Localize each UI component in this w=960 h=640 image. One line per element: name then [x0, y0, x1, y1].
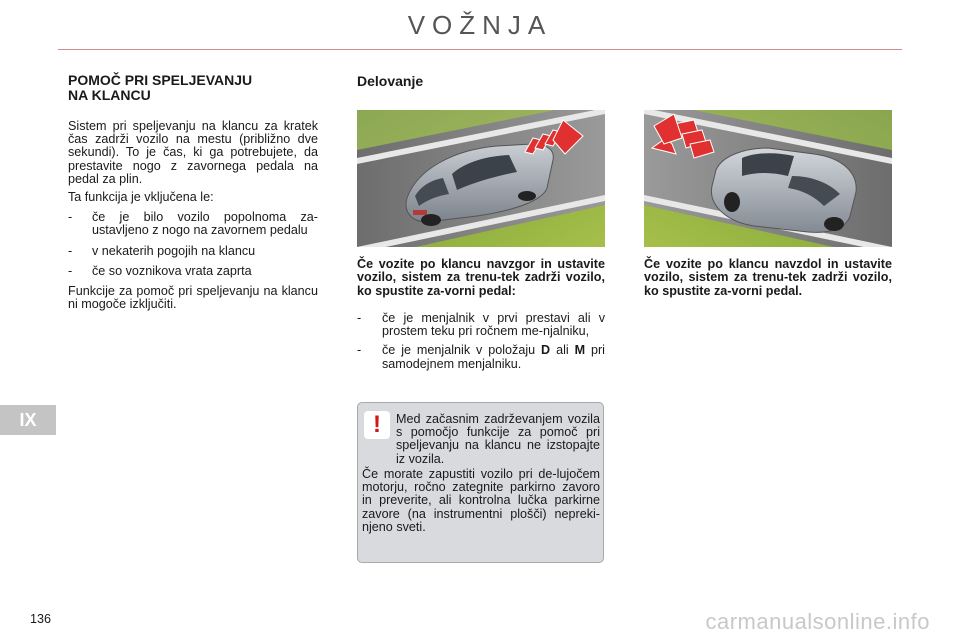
operation-heading: Delovanje [357, 73, 424, 89]
list-item-text: v nekaterih pogojih na klancu [92, 243, 256, 258]
chapter-tab-label: IX [19, 409, 37, 430]
list-item-text: če je menjalnik v položaju [382, 343, 542, 358]
enabled-intro: Ta funkcija je vključena le: [68, 190, 214, 205]
cannot-disable-note: Funkcije za pomoč pri speljevanju na klancu ni mogoče izključiti. [68, 284, 318, 312]
list-item-text: če je menjalnik v prvi prestavi ali v prostem teku pri ročnem me-njalniku, [382, 311, 605, 339]
watermark: carmanualsonline.info [705, 609, 930, 634]
list-item: - če je bilo vozilo popolnoma za-ustavljeno z nogo na zavornem pedalu [68, 210, 318, 238]
list-item-text: če so voznikova vrata zaprta [92, 263, 252, 278]
section-title [68, 73, 318, 103]
list-item-text: ali [550, 343, 575, 358]
list-item-text: če je bilo vozilo popolnoma za-ustavljeno z nogo na zavornem pedalu [92, 210, 318, 238]
gear-d-label: D [541, 343, 551, 358]
title-divider [58, 49, 902, 50]
chapter-title: VOŽNJA [407, 10, 553, 40]
list-item: - v nekaterih pogojih na klancu [68, 243, 256, 258]
uphill-illustration [357, 110, 605, 247]
section-title-line2: NA KLANCU [68, 87, 151, 103]
gear-m-label: M [574, 343, 586, 358]
section-title-line1: POMOČ PRI SPELJEVANJU [68, 72, 253, 88]
list-item-text: pri samodejnem menjalniku. [382, 343, 605, 371]
list-item: - če je menjalnik v prvi prestavi ali v prostem teku pri ročnem me-njalniku, [357, 311, 605, 339]
warning-text-2: Če morate zapustiti vozilo pri de-lujočem motorju, ročno zategnite parkirno zavoro in preverite, ali kontrolna lučka parkirne zavore (na instrumentni plošči) nepreki-njeno sveti. [362, 467, 600, 534]
intro-paragraph: Sistem pri speljevanju na klancu za kratek čas zadrži vozilo na mestu (približno dve sekundi). To je čas, ki ga potrebujete, da prestavite nogo z zavornega pedala na pedal za plin. [68, 119, 318, 186]
downhill-caption: Če vozite po klancu navzdol in ustavite vozilo, sistem za trenu-tek zadrži vozilo, ko spustite za-vorni pedal. [644, 257, 892, 298]
conditions-list [68, 211, 318, 278]
page-number: 136 [30, 612, 52, 626]
list-item: - če je menjalnik v položaju D ali M pri samodejnem menjalniku. [357, 343, 605, 371]
warning-note [357, 402, 604, 563]
list-item: - če so voznikova vrata zaprta [68, 263, 252, 278]
warning-text-1: Med začasnim zadrževanjem vozila s pomočjo funkcije za pomoč pri speljevanju na klancu ne izstopajte iz vozila. [396, 412, 600, 466]
warning-icon: ! [364, 411, 390, 439]
downhill-illustration [644, 110, 892, 247]
uphill-conditions-list [357, 312, 605, 377]
hill-start-section [68, 73, 318, 311]
car-icon [711, 148, 856, 232]
chapter-tab [0, 405, 56, 435]
uphill-caption: Če vozite po klancu navzgor in ustavite vozilo, sistem za trenu-tek zadrži vozilo, ko spustite za-vorni pedal: [357, 257, 605, 298]
